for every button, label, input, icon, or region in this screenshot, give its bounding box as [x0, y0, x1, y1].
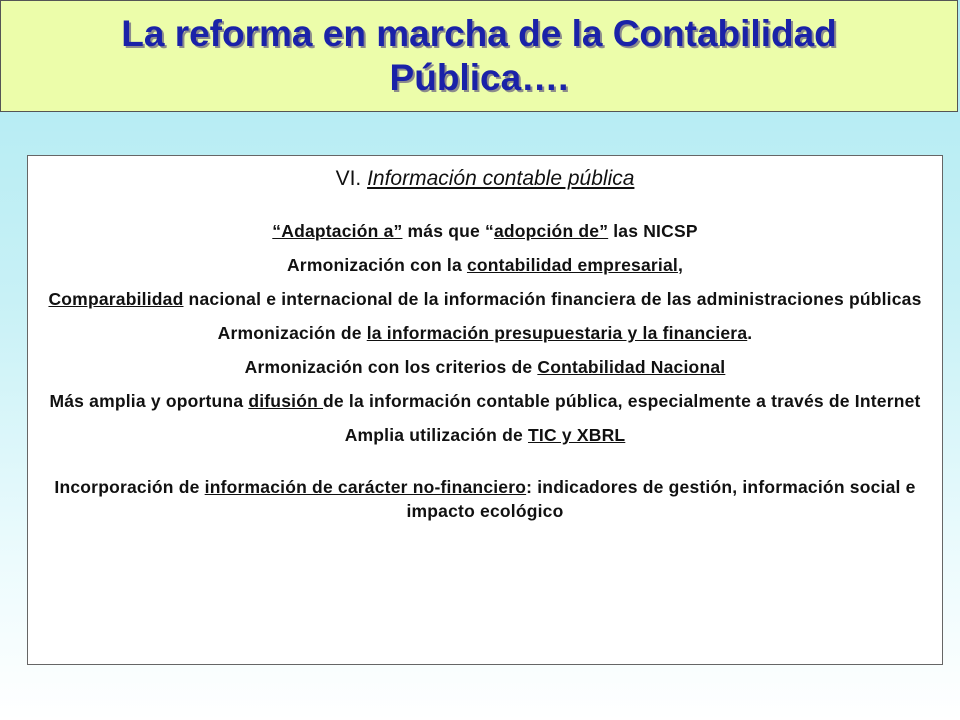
- slide-title-line-1: La reforma en marcha de la Contabilidad: [121, 13, 837, 54]
- title-banner: [0, 0, 958, 112]
- item-text: Armonización con la: [286, 255, 467, 275]
- underlined-text: TIC y XBRL: [528, 425, 626, 445]
- list-item: [46, 219, 924, 243]
- slide-title: [121, 12, 837, 100]
- content-panel: [27, 155, 943, 665]
- underlined-text: difusión: [248, 391, 324, 411]
- list-item: [46, 475, 924, 523]
- underlined-text: “Adaptación a”: [272, 221, 403, 241]
- underlined-text: contabilidad empresarial: [466, 255, 678, 275]
- section-title: Información contable pública: [367, 167, 635, 190]
- list-item: [46, 389, 924, 413]
- bullet-list: [28, 219, 942, 523]
- list-item: [46, 355, 924, 379]
- underlined-text: Contabilidad Nacional: [537, 357, 726, 377]
- item-text: nacional e internacional de la información financiera de las administraciones públicas: [183, 289, 922, 309]
- item-text: más que “: [402, 221, 494, 241]
- item-text: .: [747, 323, 753, 343]
- item-text: ,: [677, 255, 684, 275]
- list-item: [46, 321, 924, 345]
- item-text: Armonización de: [217, 323, 367, 343]
- item-text: Más amplia y oportuna: [49, 391, 249, 411]
- list-item: [46, 253, 924, 277]
- item-text: : indicadores de gestión, información social e impacto ecológico: [406, 477, 916, 521]
- underlined-text: información de carácter no-financiero: [204, 477, 527, 497]
- list-item: [46, 287, 924, 311]
- item-text: Armonización con los criterios de: [244, 357, 538, 377]
- section-number: VI.: [335, 167, 368, 190]
- section-heading: [28, 165, 942, 193]
- item-text: Incorporación de: [54, 477, 205, 497]
- item-text: las NICSP: [608, 221, 698, 241]
- item-text: de la información contable pública, especialmente a través de Internet: [323, 391, 921, 411]
- underlined-text: adopción de”: [493, 221, 609, 241]
- item-text: Amplia utilización de: [344, 425, 529, 445]
- underlined-text: Comparabilidad: [48, 289, 184, 309]
- slide-title-line-2: Pública….: [389, 57, 569, 98]
- underlined-text: la información presupuestaria y la financiera: [366, 323, 748, 343]
- list-item: [46, 423, 924, 447]
